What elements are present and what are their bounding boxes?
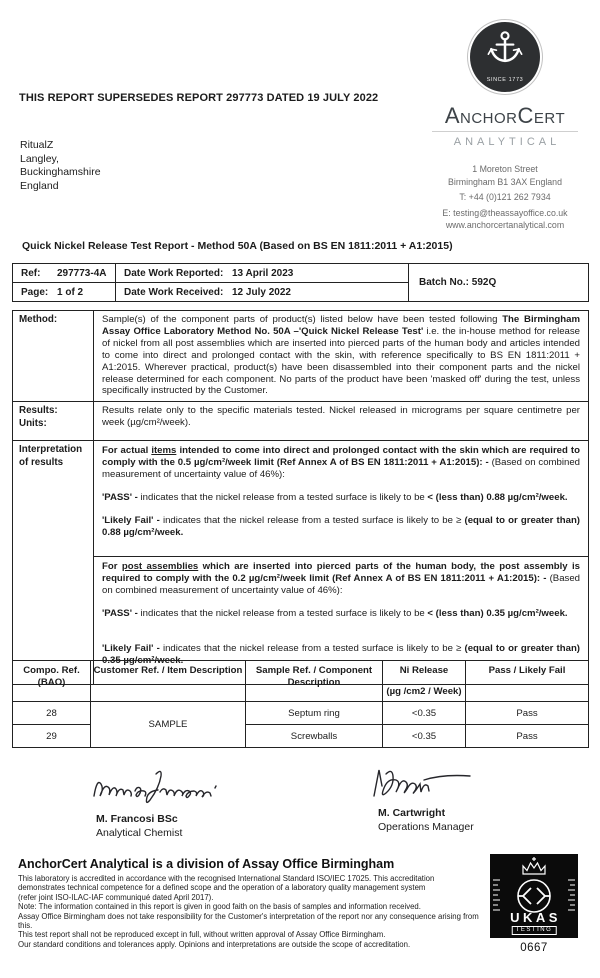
small-print-line: This test report shall not be reproduced except in full, without written approval of Assay Office Birmingham. [18,930,386,940]
analyst-name: M. Francosi BSc [96,813,178,825]
anchor-icon [485,26,525,74]
posts-likely-fail-definition: 'Likely Fail' - indicates that the nickel release from a tested surface is likely to be ≥ (equal to or greater than) 0.35 µg/cm²/week. [102,643,580,667]
interpretation-label: Interpretation of results [13,441,94,685]
pass-fail-value: Pass [466,725,589,748]
col-header-ni-release: Ni Release (µg /cm2 / Week) [383,661,466,702]
small-print-line: demonstrates technical competence for a defined scope and the operation of a laboratory quality management system [18,883,426,893]
date-reported-label: Date Work Reported: [124,267,224,279]
compo-ref-value: 28 [13,702,91,725]
accreditation-small-print [18,874,480,949]
ukas-logo [490,854,578,938]
items-likely-fail-definition: 'Likely Fail' - indicates that the nickel release from a tested surface is likely to be ≥ (equal to or greater than) 0.88 µg/cm²/week. [102,514,580,538]
method-label: Method: [13,311,94,402]
method-paragraph: Sample(s) of the component parts of product(s) listed below have been tested following The Birmingham Assay Office Laboratory Method No. 50A –'Quick Nickel Release Test' i.e. the in-house method for release of nickel from all post assemblies which are inserted into pierced parts of the human body and articles intended to come into direct and prolonged contact with the skin, with reference specifically to BS EN 1811:2011 + A1:2015. Wherever practical, product(s) have been disassembled into their component parts and the nickel release determined for each component. No parts of the product have been 'masked off' during the test, unless specifically instructed by the Customer. [102,314,580,397]
small-print-line: Assay Office Birmingham does not take responsibility for the Customer's interpretation of the report nor any consequence arising from this. [18,911,479,931]
ukas-accreditation-mark [490,854,578,954]
customer-address-line: Buckinghamshire [20,166,101,178]
customer-address-line: Langley, [20,152,59,165]
col-header-pass-fail: Pass / Likely Fail [466,661,589,702]
posts-pass-definition: 'PASS' - indicates that the nickel release from a tested surface is likely to be < (less than) 0.35 µg/cm²/week. [102,607,568,619]
small-print-line: This laboratory is accredited in accordance with the recognised International Standard ISO/IEC 17025. This accreditation [18,874,435,883]
results-header-row [13,661,589,702]
ukas-accreditation-number: 0667 [520,942,548,954]
table-row [13,441,589,685]
customer-address [20,139,101,193]
sample-ref-value: Screwballs [246,725,383,748]
manager-role: Operations Manager [378,821,474,833]
results-table [12,660,589,748]
brand-name: AnchorCert [444,103,566,128]
posts-limit-paragraph: For post assemblies which are inserted into pierced parts of the human body, the post assembly is required to comply with the 0.2 µg/cm²/week limit (Ref Annex A of BS EN 1811:2011 + A1:2015): - (Based on combined measurement of uncertainty value of 46%): [102,560,581,596]
ref-value: 297773-4A [57,267,107,279]
table-row [13,264,589,283]
page-value: 1 of 2 [57,286,84,298]
small-print-line: Our standard conditions and tolerances apply. Opinions and interpretations are outside the scope of accreditation. [18,939,411,949]
ref-cell [13,264,116,283]
results-units-paragraph: Results relate only to the specific materials tested. Nickel released in micrograms per square centimetre per week (µg/cm²/week). [102,405,580,429]
table-row [13,402,589,441]
page-label: Page: [21,286,49,298]
brand-divider [432,131,578,132]
table-row [13,311,589,402]
supersedes-notice: THIS REPORT SUPERSEDES REPORT 297773 DATED 19 JULY 2022 [19,92,379,104]
date-reported-value: 13 April 2023 [232,267,294,279]
contact-line: Birmingham B1 3AX England [448,176,562,187]
col-header-sample-ref: Sample Ref. / Component Description [246,661,383,702]
division-statement: AnchorCert Analytical is a division of Assay Office Birmingham [18,857,395,871]
compo-ref-value: 29 [13,725,91,748]
contact-line: T: +44 (0)121 262 7934 [459,192,551,202]
manager-signature-block [368,760,478,833]
reference-table [12,263,589,302]
report-title: Quick Nickel Release Test Report - Method 50A (Based on BS EN 1811:2011 + A1:2015) [22,240,453,252]
ukas-wordmark: UKAS [510,910,561,925]
date-received-value: 12 July 2022 [232,286,291,298]
date-reported-cell [116,264,409,283]
interpretation-items-block [94,441,588,556]
pass-fail-value: Pass [466,702,589,725]
items-limit-paragraph: For actual items intended to come into direct and prolonged contact with the skin which are required to comply with the 0.5 µg/cm²/week limit (Ref Annex A of BS EN 1811:2011 + A1:2015): - (Based on combined measurement of uncertainty value of 46%): [102,445,581,481]
results-units-label: Results: Units: [13,402,94,441]
items-pass-definition: 'PASS' - indicates that the nickel release from a tested surface is likely to be < (less than) 0.88 µg/cm²/week. [102,492,568,504]
sample-ref-value: Septum ring [246,702,383,725]
customer-address-line: RitualZ [20,139,54,151]
anchorcert-logo [470,22,540,92]
brand-block [410,18,600,232]
analyst-role: Analytical Chemist [96,827,183,839]
contact-line: 1 Moreton Street [472,164,538,174]
manager-name: M. Cartwright [378,807,446,819]
date-received-cell [116,283,409,302]
brand-subtitle: ANALYTICAL [453,136,561,148]
small-print-line: (refer joint ISO-ILAC-IAF communiqué dated April 2017). [18,892,214,902]
ni-release-unit: (µg /cm2 / Week) [386,686,462,697]
ni-release-value: <0.35 [383,702,466,725]
customer-ref-value: SAMPLE [91,702,246,748]
contact-line: www.anchorcertanalytical.com [445,220,565,230]
handwritten-signature-icon [88,766,228,806]
col-header-compo-ref: Compo. Ref. (BAO) [13,661,91,702]
table-row [13,702,589,725]
lab-contact-block [410,163,600,232]
ref-label: Ref: [21,267,41,279]
small-print-line: Note: The information contained in this report is given in good faith on the basis of samples and information received. [18,902,421,912]
page-cell [13,283,116,302]
date-received-label: Date Work Received: [124,286,224,298]
since-1773-label: SINCE 1773 [486,77,524,83]
analyst-signature-block [88,766,228,839]
handwritten-signature-icon [368,760,478,802]
batch-number-cell: Batch No.: 592Q [409,264,589,302]
method-table [12,310,589,685]
contact-line: E: testing@theassayoffice.co.uk [442,207,568,218]
customer-address-line: England [20,179,59,192]
col-header-customer-ref: Customer Ref. / Item Description [91,661,246,702]
ukas-testing-label: TESTING [512,926,557,935]
ni-release-value: <0.35 [383,725,466,748]
